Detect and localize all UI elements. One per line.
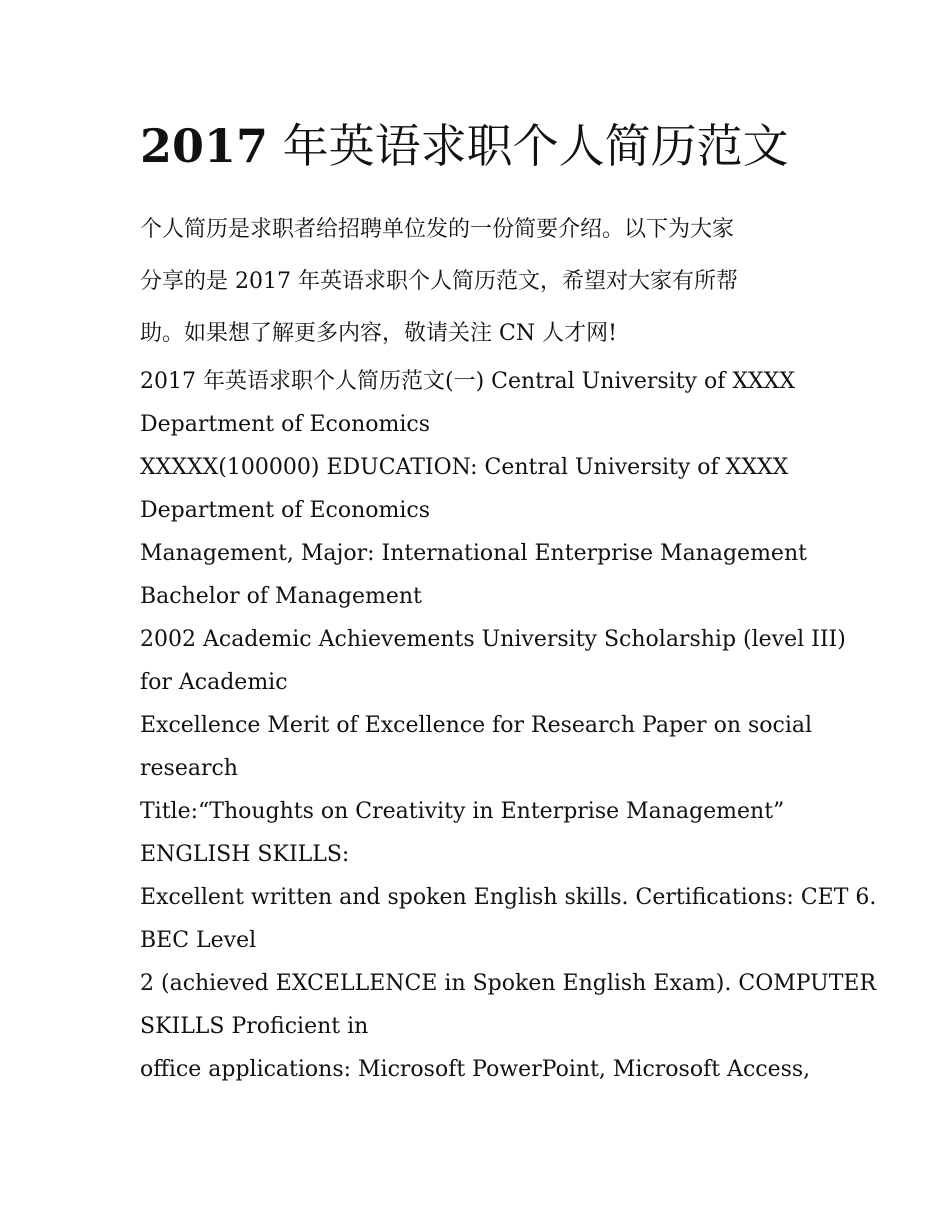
body-line: XXXXX(100000) EDUCATION: Central University of XXXX [140, 455, 789, 480]
intro-line: 助。如果想了解更多内容，敬请关注 CN 人才网! [140, 321, 617, 346]
document-title [140, 112, 830, 180]
body-line: Title:“Thoughts on Creativity in Enterprise Management” [140, 799, 785, 824]
intro-paragraph [140, 204, 830, 360]
resume-body [140, 360, 877, 1091]
body-line: BEC Level [140, 928, 257, 953]
body-line: Department of Economics [140, 412, 431, 437]
body-line: 2 (achieved EXCELLENCE in Spoken English Exam). COMPUTER [140, 971, 877, 996]
body-line: SKILLS Proficient in [140, 1014, 369, 1039]
intro-line: 分享的是 2017 年英语求职个人简历范文，希望对大家有所帮 [140, 269, 738, 294]
body-line: office applications: Microsoft PowerPoint, Microsoft Access, [140, 1057, 811, 1082]
body-line: Bachelor of Management [140, 584, 422, 609]
body-line: Management, Major: International Enterprise Management [140, 541, 807, 566]
body-line: for Academic [140, 670, 288, 695]
title-text: 年英语求职个人简历范文 [268, 119, 789, 173]
intro-line: 个人简历是求职者给招聘单位发的一份简要介绍。以下为大家 [140, 217, 735, 242]
body-line: Excellent written and spoken English skills. Certifications: CET 6. [140, 885, 877, 910]
body-line: ENGLISH SKILLS: [140, 842, 350, 867]
body-line: Excellence Merit of Excellence for Research Paper on social [140, 713, 813, 738]
body-line: 2017 年英语求职个人简历范文(一) Central University of XXXX [140, 369, 795, 394]
document-page [140, 112, 877, 1091]
body-line: Department of Economics [140, 498, 431, 523]
body-line: research [140, 756, 238, 781]
body-line: 2002 Academic Achievements University Scholarship (level III) [140, 627, 846, 652]
title-year: 2017 [140, 119, 269, 173]
